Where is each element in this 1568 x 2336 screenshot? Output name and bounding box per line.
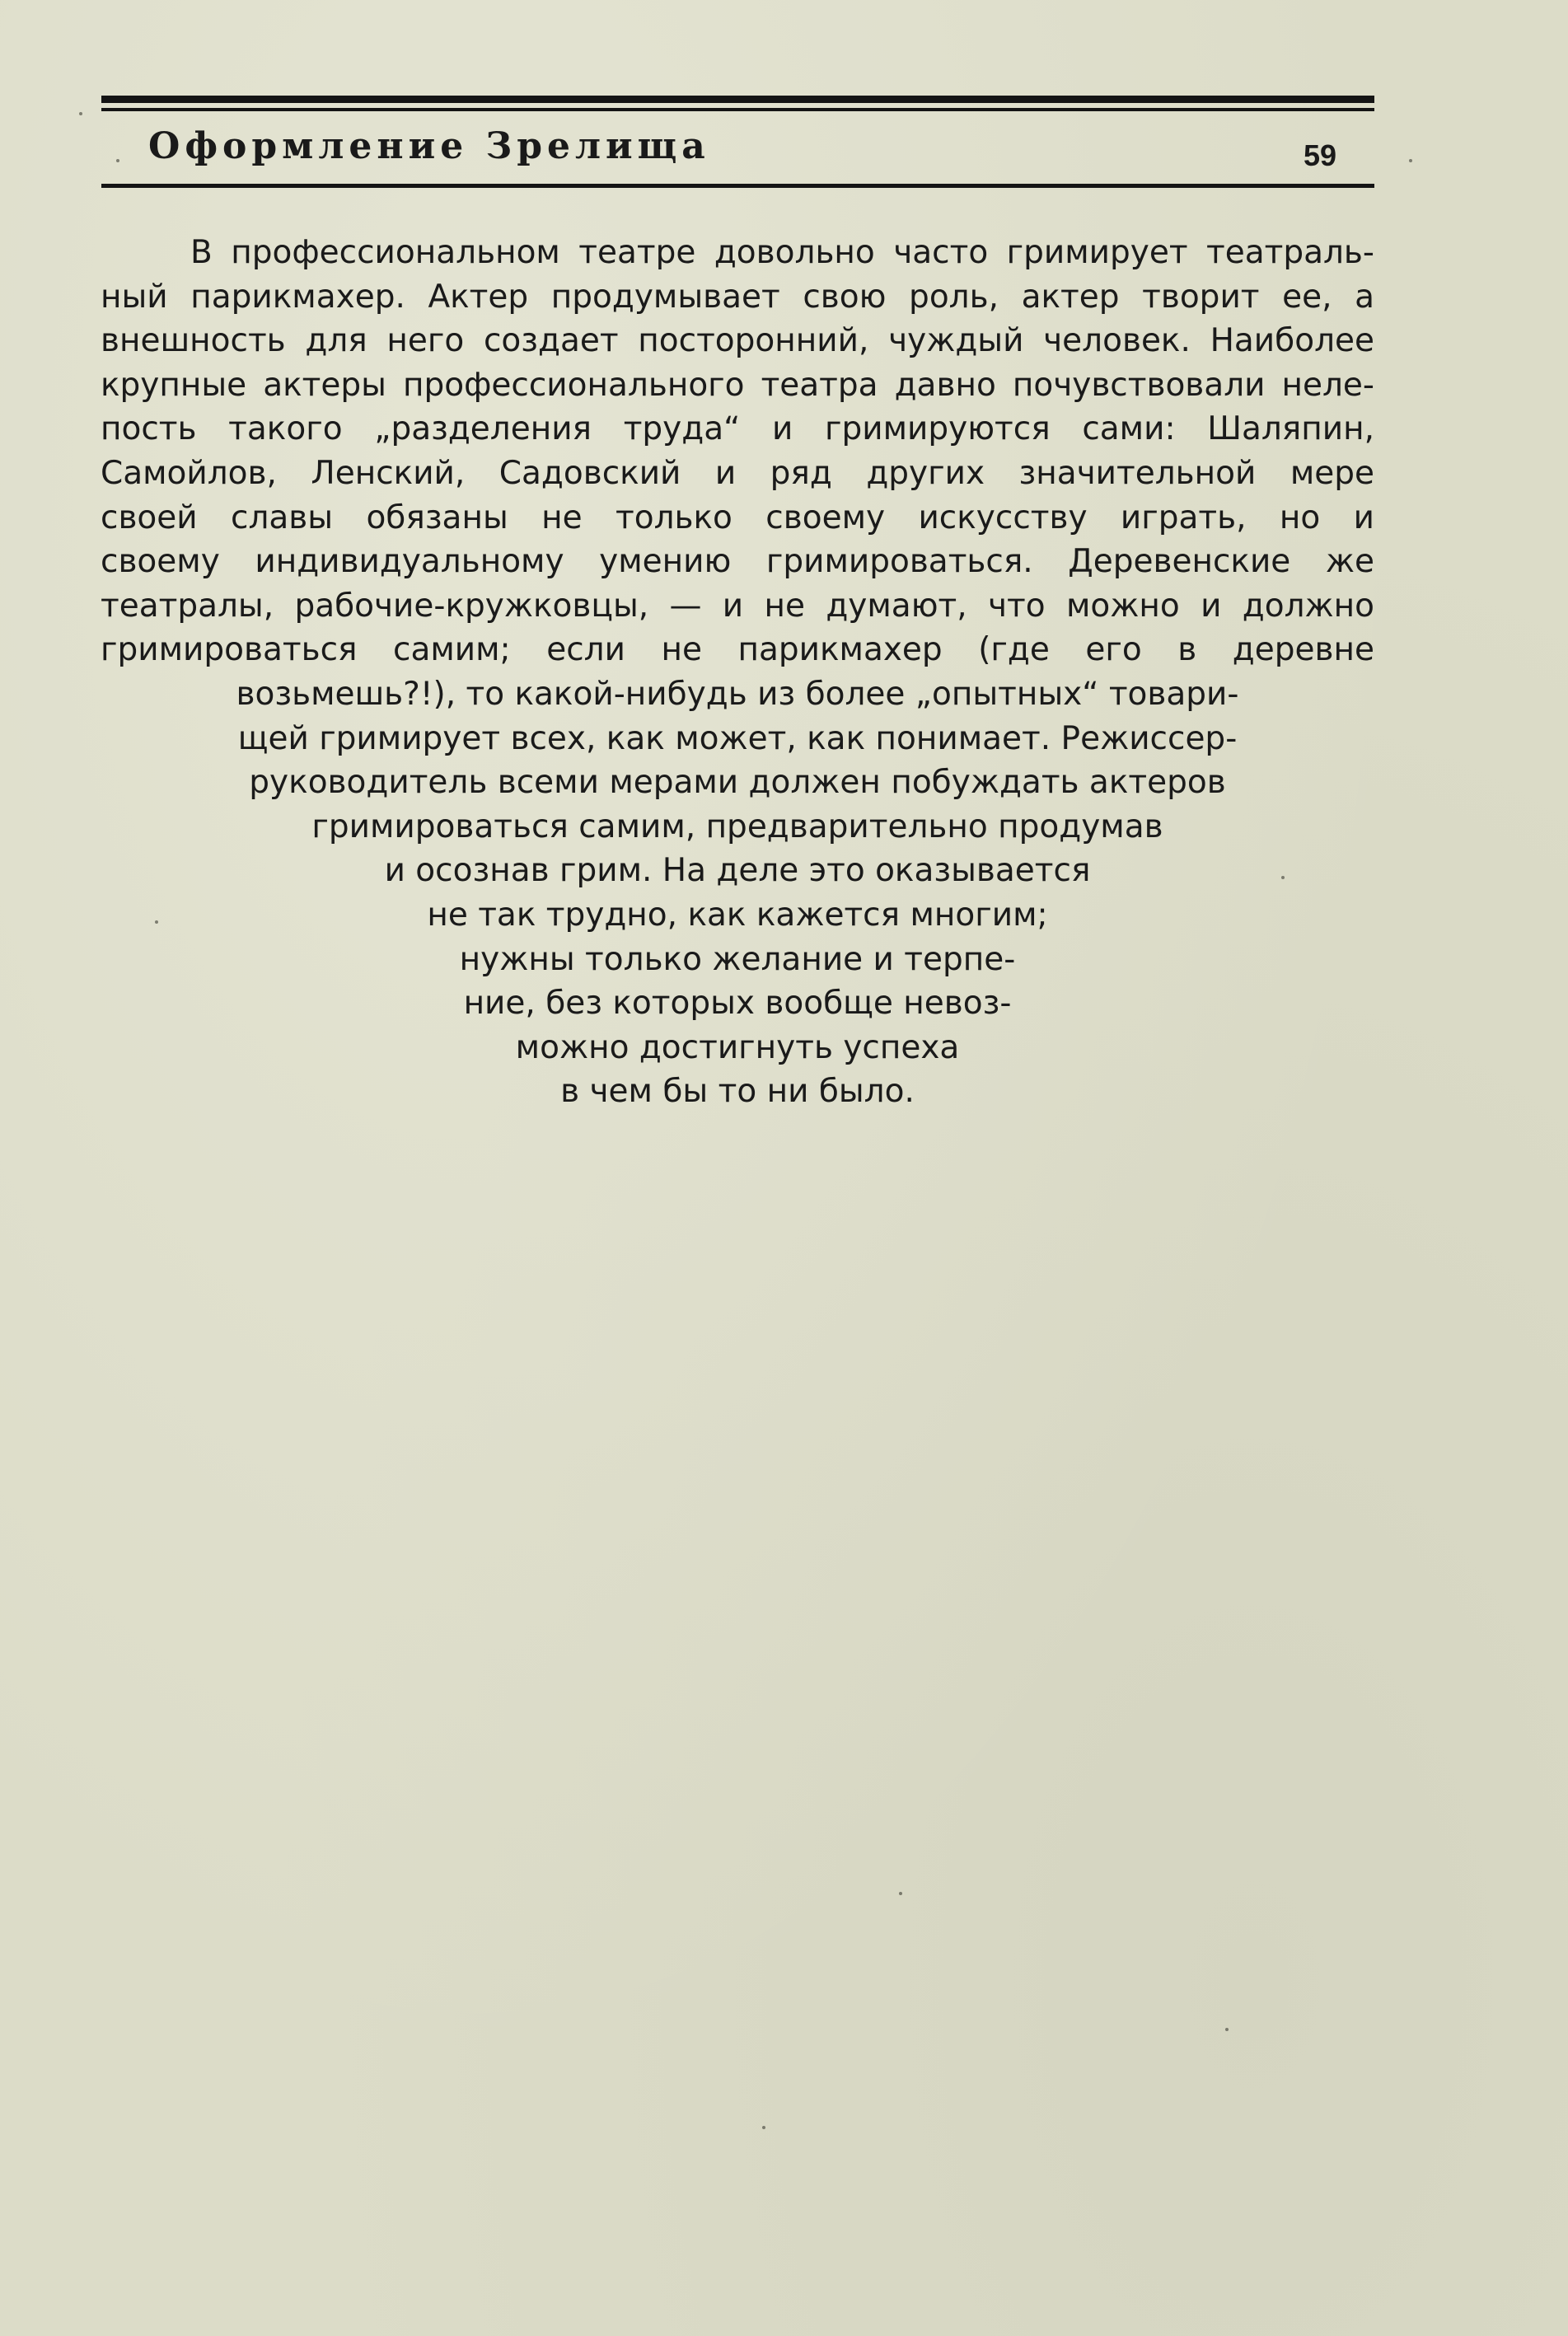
text-line: крупные актеры профессионального театра давно почувствовали неле- bbox=[101, 366, 1374, 404]
text-line: своему индивидуальному умению гримироваться. Деревенские же bbox=[101, 543, 1374, 581]
paper-speck bbox=[1225, 2028, 1229, 2031]
text-line: театралы, рабочие-кружковцы, — и не думают, что можно и должно bbox=[101, 587, 1374, 625]
text-line: ние, без которых вообще невоз- bbox=[463, 985, 1012, 1023]
paper-speck bbox=[79, 112, 82, 115]
text-line: ный парикмахер. Актер продумывает свою роль, актер творит ее, а bbox=[101, 278, 1374, 316]
text-line: можно достигнуть успеха bbox=[515, 1028, 960, 1066]
header-rule-bottom bbox=[101, 184, 1374, 188]
paper-speck bbox=[899, 1892, 902, 1895]
text-line: своей славы обязаны не только своему искусству играть, но и bbox=[101, 499, 1374, 536]
paper-speck bbox=[1409, 159, 1412, 162]
paper-speck bbox=[116, 159, 119, 162]
body-text bbox=[101, 231, 1374, 1114]
text-line: в чем бы то ни было. bbox=[560, 1073, 915, 1111]
header-rule-thick bbox=[101, 96, 1374, 103]
text-line: гримироваться самим, предварительно продумав bbox=[311, 808, 1163, 845]
text-line: возьмешь?!), то какой-нибудь из более „опытных“ товари- bbox=[236, 675, 1239, 713]
text-line: пость такого „разделения труда“ и гримируются сами: Шаляпин, bbox=[101, 410, 1374, 448]
text-line: и осознав грим. На деле это оказывается bbox=[384, 852, 1091, 890]
paper-speck bbox=[762, 2126, 765, 2129]
text-line: не так трудно, как кажется многим; bbox=[427, 896, 1048, 934]
text-line: нужны только желание и терпе- bbox=[459, 940, 1016, 978]
header-rule-thin bbox=[101, 108, 1374, 111]
text-line: внешность для него создает посторонний, чуждый человек. Наиболее bbox=[101, 322, 1374, 360]
text-line: руководитель всеми мерами должен побуждать актеров bbox=[249, 764, 1226, 802]
paper-speck bbox=[155, 920, 158, 924]
paper-speck bbox=[1281, 876, 1285, 879]
text-line: Самойлов, Ленский, Садовский и ряд других значительной мере bbox=[101, 454, 1374, 492]
text-line: щей гримирует всех, как может, как понимает. Режиссер- bbox=[237, 719, 1238, 757]
text-line: гримироваться самим; если не парикмахер (где его в деревне bbox=[101, 631, 1374, 669]
page-number: 59 bbox=[1304, 138, 1337, 172]
running-title: Оформление Зрелища bbox=[148, 125, 710, 167]
text-line: В профессиональном театре довольно часто гримирует театраль- bbox=[190, 234, 1374, 271]
